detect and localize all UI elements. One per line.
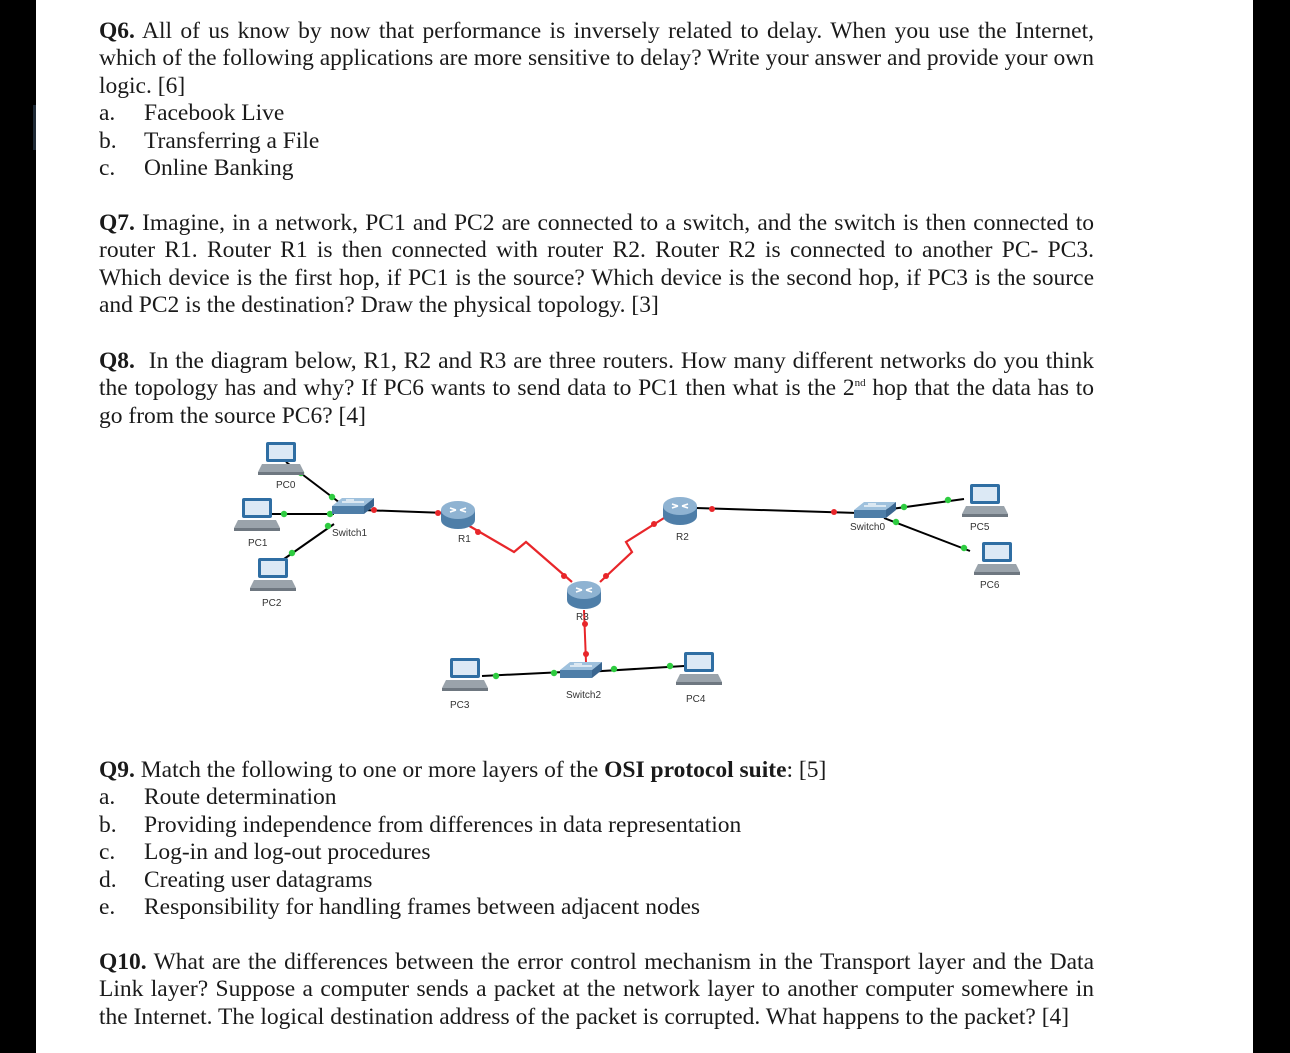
switch1-icon	[332, 498, 374, 514]
pc3-icon	[442, 658, 488, 691]
pc3-label: PC3	[450, 700, 470, 711]
port-light	[603, 573, 609, 579]
list-item: c. Online Banking	[99, 155, 294, 182]
port-light	[667, 663, 673, 669]
question-10-text: Q10. What are the differences between the error control mechanism in the Transport layer and the Data Link layer? Suppose a computer sends a packet at the network layer to another computer somewhere in the Internet. The logical destination address of the packet is corrupted. What happens to the packet? [4]	[99, 949, 1095, 1030]
port-light	[551, 670, 557, 676]
serial-links	[466, 518, 664, 582]
network-topology-diagram	[234, 436, 1024, 726]
question-8-number: Q8.	[99, 348, 135, 374]
pc6-label: PC6	[980, 580, 1000, 591]
port-light	[289, 550, 295, 556]
port-light	[325, 523, 331, 529]
pc5-label: PC5	[970, 522, 990, 533]
port-light	[961, 545, 967, 551]
list-item: c. Log-in and log-out procedures	[99, 839, 431, 866]
port-light	[945, 497, 951, 503]
question-6-text: Q6. All of us know by now that performance is inversely related to delay. When you use the Internet, which of the following applications are more sensitive to delay? Write your answer and provide your own logic. [6]	[99, 18, 1094, 99]
list-item: a. Route determination	[99, 784, 337, 811]
port-light	[583, 651, 589, 657]
question-6-number: Q6.	[99, 18, 135, 44]
pc1-label: PC1	[248, 538, 268, 549]
r3-icon	[567, 581, 601, 609]
port-light	[371, 507, 377, 513]
link-r1-r3	[466, 524, 572, 582]
pc4-label: PC4	[686, 694, 706, 705]
pc0-label: PC0	[276, 480, 296, 491]
question-9-number: Q9.	[99, 757, 135, 783]
question-6	[99, 18, 1094, 182]
left-edge-marker	[33, 105, 36, 150]
port-light	[709, 506, 715, 512]
pc4-icon	[676, 652, 722, 685]
list-item: e. Responsibility for handling frames between adjacent nodes	[99, 894, 701, 921]
pc6-icon	[974, 542, 1020, 575]
port-light	[611, 666, 617, 672]
list-item: b. Transferring a File	[99, 127, 320, 154]
port-light	[901, 504, 907, 510]
question-8-text: Q8. In the diagram below, R1, R2 and R3 are three routers. How many different networks do you think the topology has and why? If PC6 wants to send data to PC1 then what is the 2nd hop that the data has to go from the source PC6? [4]	[99, 348, 1094, 429]
question-8	[99, 348, 1094, 430]
r1-icon	[441, 501, 475, 529]
r2-icon	[663, 497, 697, 525]
port-light	[435, 510, 441, 516]
port-light	[493, 673, 499, 679]
serial-port-indicators	[371, 506, 837, 657]
question-7	[99, 210, 1094, 320]
port-light	[281, 511, 287, 517]
question-7-text: Q7. Imagine, in a network, PC1 and PC2 are connected to a switch, and the switch is then connected to router R1. Router R1 is then connected with router R2. Router R2 is connected to another PC- PC3. Which device is the first hop, if PC1 is the source? Which device is the second hop, if PC3 is the source and PC2 is the destination? Draw the physical topology. [3]	[99, 210, 1094, 319]
question-9-text: Q9. Match the following to one or more layers of the OSI protocol suite: [5]	[99, 757, 827, 783]
question-6-options	[99, 100, 1094, 182]
question-10	[99, 949, 1094, 1031]
question-9	[99, 757, 826, 921]
list-item: b. Providing independence from differences in data representation	[99, 811, 742, 838]
port-light	[893, 519, 899, 525]
r1-label: R1	[458, 534, 471, 545]
question-10-number: Q10.	[99, 949, 147, 975]
switch2-label: Switch2	[566, 690, 602, 701]
switch2-icon	[560, 662, 602, 678]
link-r3-r2	[600, 518, 664, 582]
pc2-icon	[250, 558, 296, 591]
pc5-icon	[962, 484, 1008, 517]
switch0-icon	[854, 502, 896, 518]
port-light	[831, 509, 837, 515]
port-light	[329, 494, 335, 500]
pc2-label: PC2	[262, 598, 282, 609]
port-light	[561, 573, 567, 579]
list-item: a. Facebook Live	[99, 100, 285, 127]
pc0-icon	[258, 442, 304, 475]
question-7-number: Q7.	[99, 210, 135, 236]
r2-label: R2	[676, 532, 689, 543]
port-indicators	[281, 470, 967, 679]
list-item: d. Creating user datagrams	[99, 866, 373, 893]
port-light	[651, 521, 657, 527]
switch0-label: Switch0	[850, 522, 886, 533]
port-light	[475, 529, 481, 535]
question-9-options	[99, 784, 826, 921]
r3-label: R3	[576, 612, 589, 623]
switch1-label: Switch1	[332, 528, 368, 539]
